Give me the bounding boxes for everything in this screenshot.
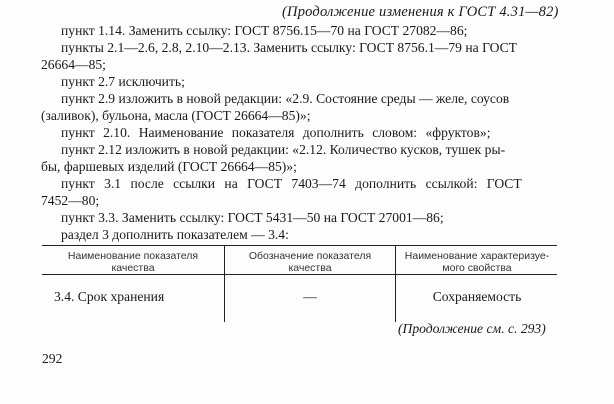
paragraph-6-cont: бы, фаршевых изделий (ГОСТ 26664—85)»; — [41, 159, 297, 174]
paragraph-9: раздел 3 дополнить показателем — 3.4: — [61, 227, 289, 242]
paragraph-6: пункт 2.12 изложить в новой редакции: «2.12. Количество кусков, тушек ры- — [61, 142, 506, 157]
header-property-name: Наименование характеризуе- мого свойства — [404, 250, 550, 274]
paragraph-4-cont: (заливок), бульона, масла (ГОСТ 26664—85)»; — [41, 108, 311, 123]
table-top-rule — [42, 245, 557, 246]
paragraph-7: пункт 3.1 после ссылки на ГОСТ 7403—74 дополнить ссылкой: ГОСТ — [61, 176, 522, 191]
cell-indicator-name: 3.4. Срок хранения — [54, 289, 165, 304]
paragraph-4: пункт 2.9 изложить в новой редакции: «2.9. Состояние среды — желе, соусов — [61, 91, 510, 106]
paragraph-7-cont: 7452—80; — [41, 193, 100, 208]
paragraph-5: пункт 2.10. Наименование показателя дополнить словом: «фруктов»; — [61, 125, 491, 140]
paragraph-2-cont: 26664—85; — [41, 57, 106, 72]
continuation-footer: (Продолжение см. с. 293) — [398, 321, 546, 336]
paragraph-3: пункт 2.7 исключить; — [61, 74, 185, 89]
continuation-header: (Продолжение изменения к ГОСТ 4.31—82) — [282, 4, 559, 20]
paragraph-2: пункты 2.1—2.6, 2.8, 2.10—2.13. Заменить ссылку: ГОСТ 8756.1—79 на ГОСТ — [61, 40, 517, 55]
cell-indicator-designation: — — [303, 289, 317, 304]
header-quality-indicator-name: Наименование показателя качества — [67, 250, 199, 274]
paragraph-8: пункт 3.3. Заменить ссылку: ГОСТ 5431—50 на ГОСТ 27001—86; — [61, 210, 444, 225]
header-quality-indicator-designation: Обозначение показателя качества — [248, 250, 372, 274]
paragraph-1: пункт 1.14. Заменить ссылку: ГОСТ 8756.15—70 на ГОСТ 27082—86; — [61, 23, 468, 38]
table-header-rule — [42, 274, 557, 275]
page-number: 292 — [42, 351, 63, 366]
cell-property-name: Сохраняемость — [432, 289, 522, 304]
